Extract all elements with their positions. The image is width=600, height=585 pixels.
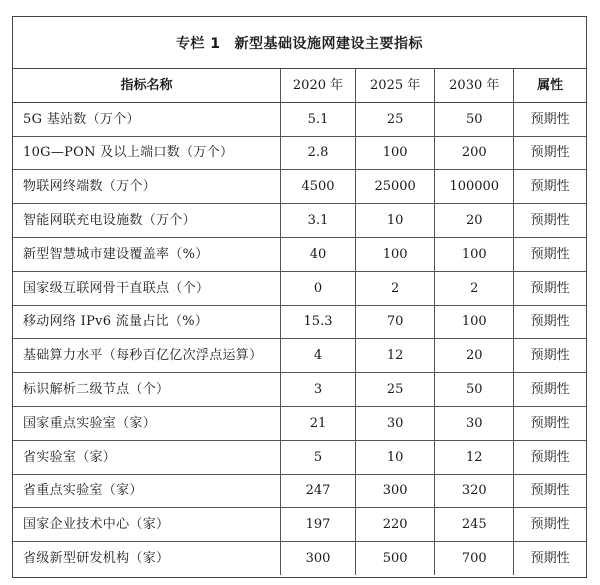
attribute-cell: 预期性 (514, 204, 586, 238)
attribute-cell: 预期性 (514, 339, 586, 373)
table-row (13, 136, 586, 170)
indicator-name-cell: 国家级互联网骨干直联点（个） (13, 271, 280, 305)
indicator-name-cell: 省重点实验室（家） (13, 474, 280, 508)
value-2030-cell: 320 (435, 474, 514, 508)
table-row (13, 373, 586, 407)
indicator-name-cell: 10G—PON 及以上端口数（万个） (13, 136, 280, 170)
header-attribute: 属性 (514, 69, 586, 102)
value-2030-cell: 50 (435, 373, 514, 407)
table-row (13, 102, 586, 136)
value-2030-cell: 200 (435, 136, 514, 170)
value-2030-cell: 100000 (435, 170, 514, 204)
table-row (13, 474, 586, 508)
table-row (13, 542, 586, 575)
value-2020-cell: 4500 (280, 170, 355, 204)
table-row (13, 204, 586, 238)
value-2030-cell: 100 (435, 237, 514, 271)
value-2025-cell: 12 (356, 339, 435, 373)
table-caption (13, 17, 586, 69)
value-2025-cell: 100 (356, 136, 435, 170)
attribute-cell: 预期性 (514, 474, 586, 508)
value-2020-cell: 5.1 (280, 102, 355, 136)
value-2025-cell: 30 (356, 406, 435, 440)
caption-label: 专栏 1 (175, 35, 221, 52)
value-2030-cell: 2 (435, 271, 514, 305)
attribute-cell: 预期性 (514, 170, 586, 204)
value-2025-cell: 70 (356, 305, 435, 339)
attribute-cell: 预期性 (514, 136, 586, 170)
indicator-table (13, 69, 586, 575)
indicator-name-cell: 省实验室（家） (13, 440, 280, 474)
value-2025-cell: 10 (356, 440, 435, 474)
indicator-name-cell: 5G 基站数（万个） (13, 102, 280, 136)
value-2020-cell: 3 (280, 373, 355, 407)
value-2020-cell: 2.8 (280, 136, 355, 170)
value-2020-cell: 300 (280, 542, 355, 575)
value-2030-cell: 20 (435, 339, 514, 373)
value-2025-cell: 25 (356, 373, 435, 407)
indicator-name-cell: 省级新型研发机构（家） (13, 542, 280, 575)
indicator-name-cell: 新型智慧城市建设覆盖率（%） (13, 237, 280, 271)
attribute-cell: 预期性 (514, 237, 586, 271)
value-2030-cell: 30 (435, 406, 514, 440)
table-row (13, 406, 586, 440)
header-indicator-name: 指标名称 (13, 69, 280, 102)
value-2025-cell: 100 (356, 237, 435, 271)
value-2030-cell: 700 (435, 542, 514, 575)
value-2020-cell: 5 (280, 440, 355, 474)
indicator-name-cell: 移动网络 IPv6 流量占比（%） (13, 305, 280, 339)
value-2020-cell: 15.3 (280, 305, 355, 339)
value-2025-cell: 10 (356, 204, 435, 238)
value-2025-cell: 500 (356, 542, 435, 575)
value-2025-cell: 300 (356, 474, 435, 508)
indicator-name-cell: 物联网终端数（万个） (13, 170, 280, 204)
attribute-cell: 预期性 (514, 102, 586, 136)
value-2020-cell: 3.1 (280, 204, 355, 238)
value-2020-cell: 0 (280, 271, 355, 305)
indicator-table-box (12, 16, 587, 578)
table-row (13, 508, 586, 542)
value-2020-cell: 4 (280, 339, 355, 373)
attribute-cell: 预期性 (514, 305, 586, 339)
indicator-name-cell: 基础算力水平（每秒百亿亿次浮点运算） (13, 339, 280, 373)
header-2020: 2020 年 (280, 69, 355, 102)
value-2020-cell: 197 (280, 508, 355, 542)
table-row (13, 237, 586, 271)
attribute-cell: 预期性 (514, 373, 586, 407)
value-2020-cell: 247 (280, 474, 355, 508)
table-row (13, 170, 586, 204)
value-2030-cell: 50 (435, 102, 514, 136)
value-2020-cell: 40 (280, 237, 355, 271)
table-row (13, 339, 586, 373)
value-2025-cell: 220 (356, 508, 435, 542)
value-2030-cell: 12 (435, 440, 514, 474)
table-row (13, 440, 586, 474)
indicator-name-cell: 国家企业技术中心（家） (13, 508, 280, 542)
indicator-name-cell: 智能网联充电设施数（万个） (13, 204, 280, 238)
indicator-name-cell: 标识解析二级节点（个） (13, 373, 280, 407)
table-row (13, 271, 586, 305)
header-2025: 2025 年 (356, 69, 435, 102)
attribute-cell: 预期性 (514, 271, 586, 305)
indicator-name-cell: 国家重点实验室（家） (13, 406, 280, 440)
value-2030-cell: 100 (435, 305, 514, 339)
caption-title: 新型基础设施网建设主要指标 (234, 35, 424, 52)
value-2025-cell: 2 (356, 271, 435, 305)
attribute-cell: 预期性 (514, 508, 586, 542)
attribute-cell: 预期性 (514, 440, 586, 474)
attribute-cell: 预期性 (514, 406, 586, 440)
header-2030: 2030 年 (435, 69, 514, 102)
value-2025-cell: 25 (356, 102, 435, 136)
attribute-cell: 预期性 (530, 551, 570, 567)
value-2030-cell: 20 (435, 204, 514, 238)
table-body (13, 102, 586, 575)
value-2020-cell: 21 (280, 406, 355, 440)
value-2025-cell: 25000 (356, 170, 435, 204)
value-2030-cell: 245 (435, 508, 514, 542)
table-header-row (13, 69, 586, 102)
table-row (13, 305, 586, 339)
